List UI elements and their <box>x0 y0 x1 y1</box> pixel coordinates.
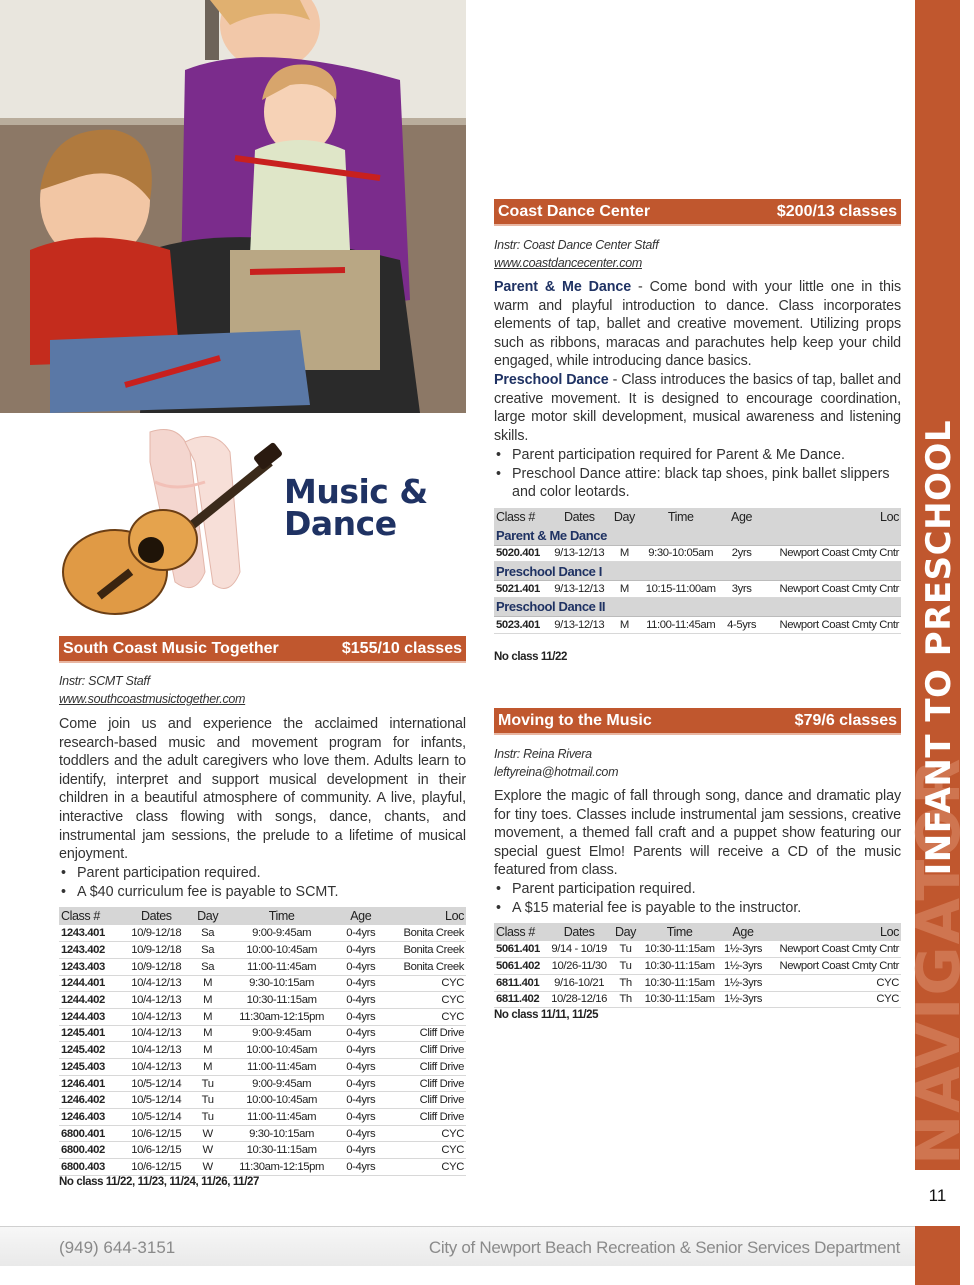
cell-location: CYC <box>382 992 466 1009</box>
preschool-lead: Preschool Dance <box>494 371 609 388</box>
category-label: INFANT TO PRESCHOOL <box>919 420 959 876</box>
guitar-slippers-illustration <box>55 422 285 622</box>
cell-time: 10:00-10:45am <box>224 1042 339 1059</box>
cell-location: CYC <box>766 974 901 991</box>
cell-dates: 10/6-12/15 <box>121 1159 191 1176</box>
table-row <box>59 975 466 992</box>
cell-location: Cliff Drive <box>382 1025 466 1042</box>
footer-department: City of Newport Beach Recreation & Senior Services Department <box>428 1238 900 1257</box>
cell-dates: 10/6-12/15 <box>121 1142 191 1159</box>
cell-age: 0-4yrs <box>339 1059 382 1076</box>
table-row <box>494 958 901 975</box>
table-row <box>59 1008 466 1025</box>
cell-time: 10:30-11:15am <box>224 1142 339 1159</box>
col-header-time: Time <box>224 907 339 925</box>
cell-age: 0-4yrs <box>339 1092 382 1109</box>
cell-class-number: 5020.401 <box>494 545 549 562</box>
cell-age: 2yrs <box>723 545 761 562</box>
col-header-loc: Loc <box>766 923 901 941</box>
class-group-heading <box>494 597 901 616</box>
cell-age: 0-4yrs <box>339 1025 382 1042</box>
bullet-item: • Parent participation required. <box>494 880 901 899</box>
south-coast-class-table <box>59 907 466 1176</box>
cell-age: 1½-3yrs <box>720 941 766 958</box>
moving-music-description: Explore the magic of fall through song, dance and dramatic play for tiny toes. Classes include instrumental jam sessions, creative movement, a themed fall craft and a puppet show featuring our special guest Elmo! Parents will receive a CD of the music featured from class. <box>494 788 901 879</box>
coast-dance-bullets <box>494 446 901 502</box>
cell-dates: 10/9-12/18 <box>121 958 191 975</box>
cell-day: W <box>191 1159 224 1176</box>
cell-age: 0-4yrs <box>339 942 382 959</box>
cell-age: 1½-3yrs <box>720 991 766 1008</box>
cell-class-number: 1246.402 <box>59 1092 121 1109</box>
cell-class-number: 1243.401 <box>59 925 121 942</box>
cell-location: Newport Coast Cmty Cntr <box>766 941 901 958</box>
class-group-heading <box>494 526 901 545</box>
cell-location: CYC <box>382 1159 466 1176</box>
coast-dance-note: No class 11/22 <box>494 651 568 663</box>
cell-age: 0-4yrs <box>339 925 382 942</box>
cell-class-number: 6800.403 <box>59 1159 121 1176</box>
cell-class-number: 1245.402 <box>59 1042 121 1059</box>
cell-time: 9:30-10:15am <box>224 1125 339 1142</box>
page-number: 11 <box>928 1186 947 1205</box>
cell-location: Newport Coast Cmty Cntr <box>760 616 901 633</box>
class-group-title: Preschool Dance II <box>494 597 901 616</box>
cell-time: 11:30am-12:15pm <box>224 1159 339 1176</box>
cell-class-number: 5061.402 <box>494 958 546 975</box>
table-row <box>494 941 901 958</box>
bullet-item: • A $15 material fee is payable to the instructor. <box>494 899 901 918</box>
col-header-time: Time <box>639 508 723 526</box>
bullet-item: • Parent participation required. <box>59 864 466 883</box>
moving-music-header <box>494 708 901 733</box>
cell-dates: 9/13-12/13 <box>549 616 611 633</box>
cell-location: Cliff Drive <box>382 1075 466 1092</box>
table-row <box>59 1159 466 1176</box>
cell-dates: 10/6-12/15 <box>121 1125 191 1142</box>
cell-day: M <box>610 616 639 633</box>
cell-age: 0-4yrs <box>339 1008 382 1025</box>
cell-day: Tu <box>612 958 639 975</box>
cell-dates: 10/9-12/18 <box>121 942 191 959</box>
cell-dates: 10/4-12/13 <box>121 1008 191 1025</box>
cell-location: Newport Coast Cmty Cntr <box>766 958 901 975</box>
table-row <box>494 991 901 1008</box>
cell-day: W <box>191 1125 224 1142</box>
class-group-title: Parent & Me Dance <box>494 526 901 545</box>
table-row <box>59 1092 466 1109</box>
cell-time: 9:00-9:45am <box>224 1025 339 1042</box>
cell-age: 1½-3yrs <box>720 974 766 991</box>
moving-music-instructor-block <box>494 745 901 781</box>
cell-age: 0-4yrs <box>339 1109 382 1126</box>
cell-day: Tu <box>191 1075 224 1092</box>
cell-age: 3yrs <box>723 581 761 598</box>
table-row <box>494 581 901 598</box>
cell-dates: 10/4-12/13 <box>121 992 191 1009</box>
cell-day: W <box>191 1142 224 1159</box>
south-coast-instructor-block <box>59 672 466 708</box>
cell-dates: 10/5-12/14 <box>121 1109 191 1126</box>
cell-location: CYC <box>382 975 466 992</box>
cell-time: 10:30-11:15am <box>639 941 720 958</box>
cell-day: M <box>191 1042 224 1059</box>
class-group-title: Preschool Dance I <box>494 562 901 581</box>
navigator-watermark: NAVIGATOR <box>904 756 974 1165</box>
cell-age: 0-4yrs <box>339 958 382 975</box>
cell-age: 0-4yrs <box>339 975 382 992</box>
cell-class-number: 5021.401 <box>494 581 549 598</box>
moving-music-email-link[interactable]: leftyreina@hotmail.com <box>494 765 619 779</box>
cell-dates: 10/28-12/16 <box>546 991 611 1008</box>
cell-time: 10:00-10:45am <box>224 942 339 959</box>
cell-age: 0-4yrs <box>339 1042 382 1059</box>
cell-time: 9:00-9:45am <box>224 1075 339 1092</box>
south-coast-price: $155/10 classes <box>341 640 462 657</box>
cell-time: 9:30-10:05am <box>639 545 723 562</box>
cell-class-number: 6800.402 <box>59 1142 121 1159</box>
table-row <box>59 1109 466 1126</box>
south-coast-description: Come join us and experience the acclaimed international research-based music and movement program for infants, toddlers and the adult caregivers who love them. Adults learn to identify, interpret and support musical development in their children in a beautiful atmosphere of community. A live, playful, interactive class flowing with songs, dance, chants, and instrumental jam sessions, the prelude to a lifetime of musical enjoyment. <box>59 716 466 863</box>
moving-music-instructor: Instr: Reina Rivera <box>494 747 592 761</box>
cell-location: Newport Coast Cmty Cntr <box>760 581 901 598</box>
cell-dates: 9/16-10/21 <box>546 974 611 991</box>
preschool-paragraph <box>494 371 901 445</box>
cell-time: 11:00-11:45am <box>224 958 339 975</box>
cell-dates: 10/4-12/13 <box>121 975 191 992</box>
cell-location: Cliff Drive <box>382 1042 466 1059</box>
class-group-heading <box>494 562 901 581</box>
cell-class-number: 1244.401 <box>59 975 121 992</box>
cell-time: 11:00-11:45am <box>639 616 723 633</box>
cell-day: Tu <box>191 1109 224 1126</box>
cell-class-number: 5023.401 <box>494 616 549 633</box>
cell-location: Bonita Creek <box>382 942 466 959</box>
cell-class-number: 1245.403 <box>59 1059 121 1076</box>
cell-class-number: 1244.403 <box>59 1008 121 1025</box>
cell-class-number: 6800.401 <box>59 1125 121 1142</box>
bullet-item: • A $40 curriculum fee is payable to SCMT. <box>59 883 466 902</box>
cell-day: Sa <box>191 942 224 959</box>
cell-location: CYC <box>382 1008 466 1025</box>
cell-day: Tu <box>191 1092 224 1109</box>
col-header-age: Age <box>720 923 766 941</box>
cell-class-number: 6811.401 <box>494 974 546 991</box>
cell-class-number: 1243.402 <box>59 942 121 959</box>
cell-dates: 10/5-12/14 <box>121 1092 191 1109</box>
col-header-day: Day <box>612 923 639 941</box>
cell-day: M <box>191 1059 224 1076</box>
section-title: Music & Dance <box>284 472 428 543</box>
col-header-dates: Dates <box>549 508 611 526</box>
table-row <box>59 925 466 942</box>
cell-class-number: 1243.403 <box>59 958 121 975</box>
cell-day: M <box>610 545 639 562</box>
cell-dates: 10/4-12/13 <box>121 1059 191 1076</box>
cell-dates: 9/13-12/13 <box>549 545 611 562</box>
cell-time: 9:00-9:45am <box>224 925 339 942</box>
col-header-day: Day <box>191 907 224 925</box>
table-row <box>494 974 901 991</box>
moving-music-note: No class 11/11, 11/25 <box>494 1009 599 1021</box>
coast-dance-class-table <box>494 508 901 634</box>
cell-location: Cliff Drive <box>382 1092 466 1109</box>
cell-location: Bonita Creek <box>382 925 466 942</box>
preschool-text: - Class introduces the basics of tap, ballet and creative movement. It is designed to encourage coordination, large motor skill development, musical awareness and listening skills. <box>494 371 901 444</box>
south-coast-url-link[interactable]: www.southcoastmusictogether.com <box>59 692 246 706</box>
col-header-time: Time <box>639 923 720 941</box>
cell-age: 0-4yrs <box>339 1142 382 1159</box>
cell-day: Sa <box>191 925 224 942</box>
cell-time: 11:30am-12:15pm <box>224 1008 339 1025</box>
cell-location: Cliff Drive <box>382 1109 466 1126</box>
cell-location: CYC <box>766 991 901 1008</box>
south-coast-bullets <box>59 864 466 901</box>
cell-class-number: 1246.401 <box>59 1075 121 1092</box>
cell-dates: 9/13-12/13 <box>549 581 611 598</box>
cell-location: Newport Coast Cmty Cntr <box>760 545 901 562</box>
parent-me-lead: Parent & Me Dance <box>494 279 632 295</box>
children-music-photo <box>0 0 466 413</box>
coast-dance-price: $200/13 classes <box>776 203 897 220</box>
bullet-item: • Parent participation required for Parent & Me Dance. <box>494 446 901 465</box>
cell-time: 9:30-10:15am <box>224 975 339 992</box>
col-header-loc: Loc <box>760 508 901 526</box>
south-coast-instructor: Instr: SCMT Staff <box>59 674 150 688</box>
cell-age: 0-4yrs <box>339 1075 382 1092</box>
cell-age: 1½-3yrs <box>720 958 766 975</box>
cell-day: M <box>191 992 224 1009</box>
cell-dates: 10/4-12/13 <box>121 1042 191 1059</box>
table-row <box>59 1025 466 1042</box>
col-header-age: Age <box>339 907 382 925</box>
coast-dance-description <box>494 278 901 445</box>
col-header-class: Class # <box>494 923 546 941</box>
col-header-age: Age <box>723 508 761 526</box>
south-coast-note: No class 11/22, 11/23, 11/24, 11/26, 11/27 <box>59 1176 259 1188</box>
parent-me-paragraph <box>494 278 901 371</box>
cell-time: 10:15-11:00am <box>639 581 723 598</box>
south-coast-name: South Coast Music Together <box>63 640 279 657</box>
cell-day: Th <box>612 991 639 1008</box>
col-header-loc: Loc <box>382 907 466 925</box>
cell-time: 10:30-11:15am <box>639 991 720 1008</box>
table-row <box>59 1059 466 1076</box>
cell-time: 11:00-11:45am <box>224 1059 339 1076</box>
table-row <box>494 545 901 562</box>
cell-time: 10:30-11:15am <box>639 958 720 975</box>
cell-dates: 10/5-12/14 <box>121 1075 191 1092</box>
cell-day: M <box>191 1008 224 1025</box>
category-tab-text <box>904 0 974 1165</box>
bullet-item: • Preschool Dance attire: black tap shoes, pink ballet slippers and color leotards. <box>494 465 901 502</box>
table-row <box>59 992 466 1009</box>
col-header-class: Class # <box>494 508 549 526</box>
cell-location: CYC <box>382 1125 466 1142</box>
footer-phone: (949) 644-3151 <box>59 1238 176 1257</box>
cell-location: Bonita Creek <box>382 958 466 975</box>
coast-dance-instructor-block <box>494 236 901 272</box>
cell-location: CYC <box>382 1142 466 1159</box>
table-row <box>59 1142 466 1159</box>
cell-class-number: 5061.401 <box>494 941 546 958</box>
cell-dates: 10/26-11/30 <box>546 958 611 975</box>
cell-day: M <box>191 1025 224 1042</box>
cell-day: Th <box>612 974 639 991</box>
col-header-dates: Dates <box>546 923 611 941</box>
moving-music-price: $79/6 classes <box>794 712 897 729</box>
cell-day: M <box>610 581 639 598</box>
cell-day: Tu <box>612 941 639 958</box>
coast-dance-url-link[interactable]: www.coastdancecenter.com <box>494 256 642 270</box>
south-coast-header <box>59 636 466 661</box>
col-header-dates: Dates <box>121 907 191 925</box>
moving-music-name: Moving to the Music <box>498 712 652 729</box>
cell-time: 10:00-10:45am <box>224 1092 339 1109</box>
table-row <box>59 1042 466 1059</box>
table-row <box>494 616 901 633</box>
parent-me-text: - Come bond with your little one in this warm and playful introduction to dance. Class incorporates elements of tap, ballet and creative movement. Utilizing props such as ribbons, maracas and parachutes help keep your child engaged, while introducing dance basics. <box>494 279 901 370</box>
cell-dates: 10/4-12/13 <box>121 1025 191 1042</box>
coast-dance-name: Coast Dance Center <box>498 203 651 220</box>
cell-dates: 10/9-12/18 <box>121 925 191 942</box>
cell-class-number: 1244.402 <box>59 992 121 1009</box>
cell-day: Sa <box>191 958 224 975</box>
cell-class-number: 6811.402 <box>494 991 546 1008</box>
bottom-strip <box>0 1266 915 1285</box>
coast-dance-header <box>494 199 901 224</box>
table-row <box>59 942 466 959</box>
moving-music-class-table <box>494 923 901 1008</box>
col-header-day: Day <box>610 508 639 526</box>
cell-time: 11:00-11:45am <box>224 1109 339 1126</box>
cell-time: 10:30-11:15am <box>639 974 720 991</box>
cell-class-number: 1245.401 <box>59 1025 121 1042</box>
cell-class-number: 1246.403 <box>59 1109 121 1126</box>
cell-location: Cliff Drive <box>382 1059 466 1076</box>
cell-dates: 9/14 - 10/19 <box>546 941 611 958</box>
cell-age: 0-4yrs <box>339 1125 382 1142</box>
cell-time: 10:30-11:15am <box>224 992 339 1009</box>
col-header-class: Class # <box>59 907 121 925</box>
cell-day: M <box>191 975 224 992</box>
table-row <box>59 958 466 975</box>
cell-age: 4-5yrs <box>723 616 761 633</box>
coast-dance-instructor: Instr: Coast Dance Center Staff <box>494 238 659 252</box>
moving-music-bullets <box>494 880 901 917</box>
cell-age: 0-4yrs <box>339 992 382 1009</box>
table-row <box>59 1125 466 1142</box>
cell-age: 0-4yrs <box>339 1159 382 1176</box>
table-row <box>59 1075 466 1092</box>
